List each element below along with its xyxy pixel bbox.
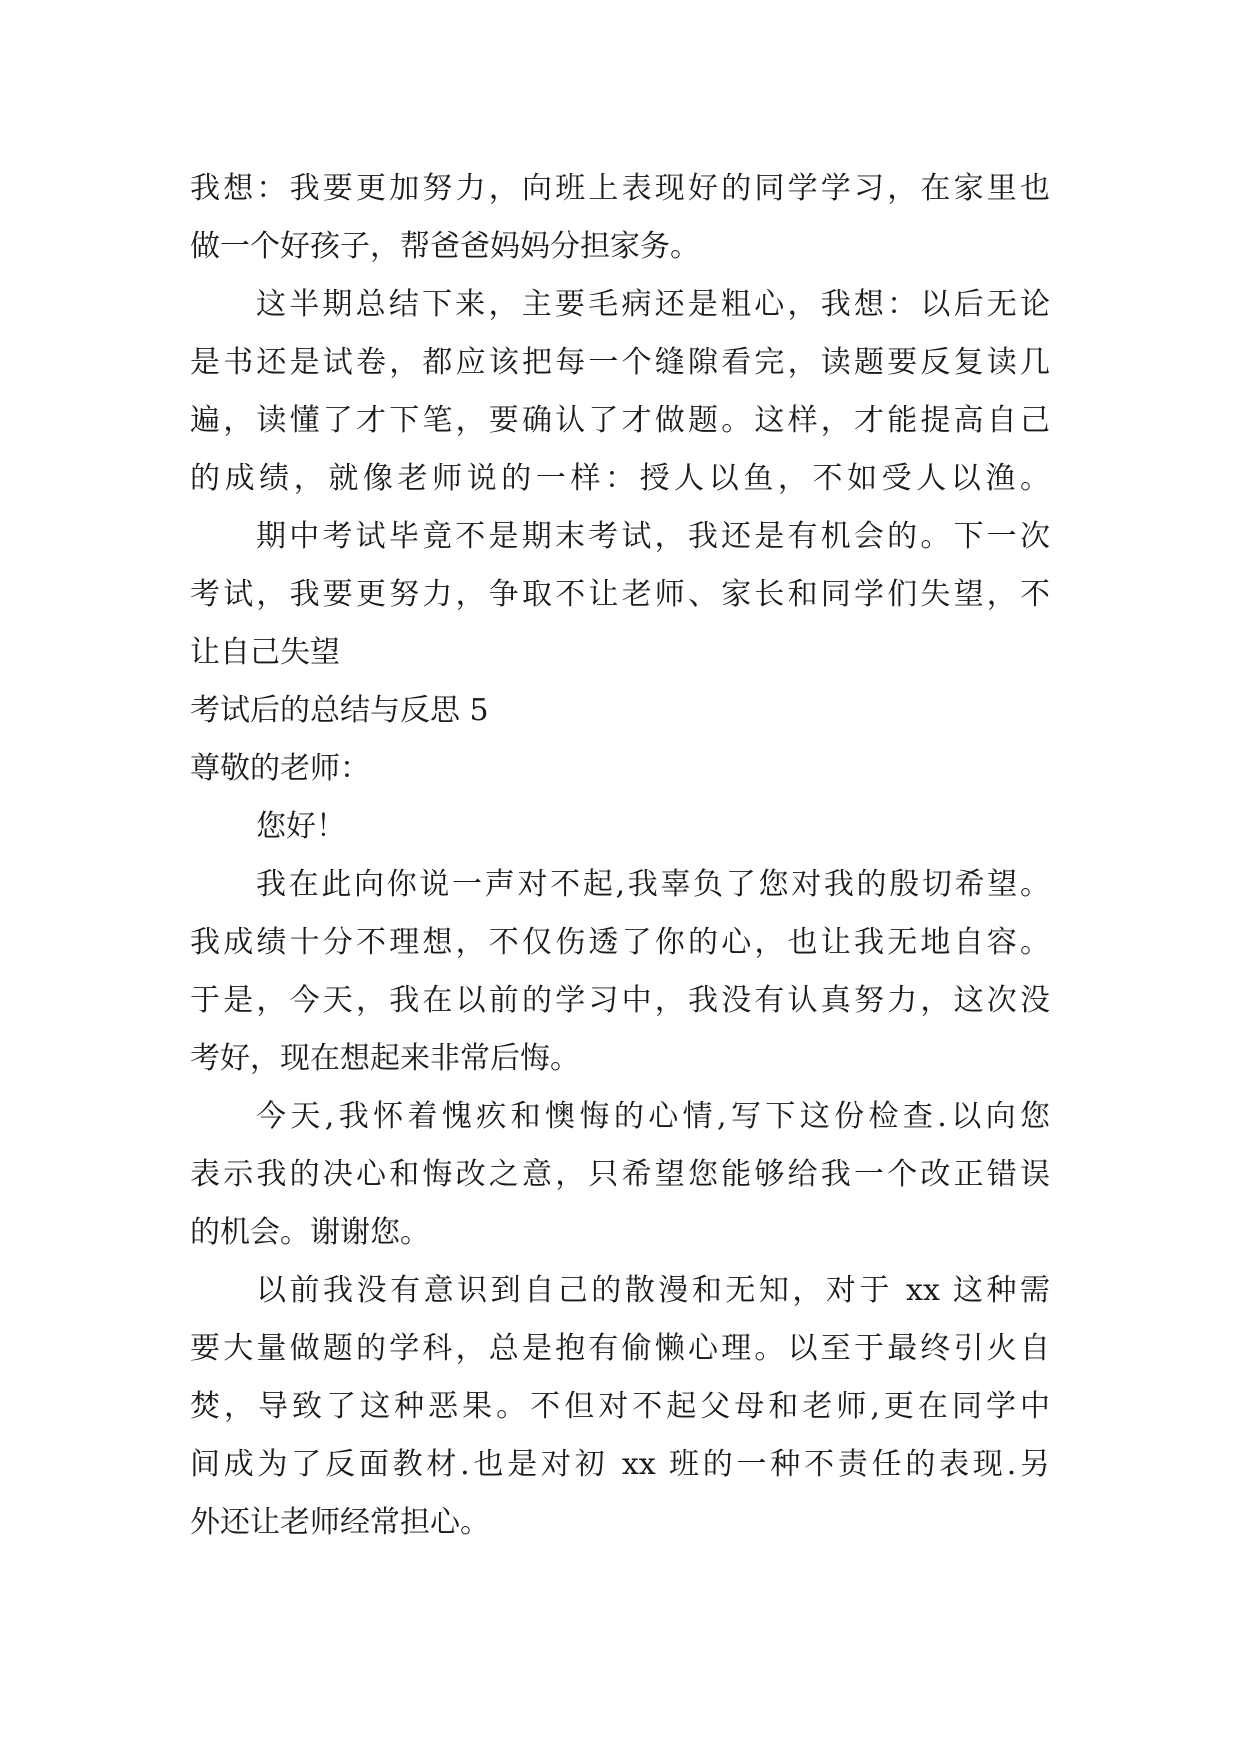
paragraph-line: 要大量做题的学科，总是抱有偷懒心理。以至于最终引火自: [190, 1331, 1050, 1366]
paragraph-line: 焚，导致了这种恶果。不但对不起父母和老师,更在同学中: [190, 1389, 1050, 1424]
paragraph-line: 外还让老师经常担心。: [190, 1505, 490, 1540]
paragraph-line: 表示我的决心和悔改之意，只希望您能够给我一个改正错误: [190, 1157, 1050, 1192]
paragraph-line: 我成绩十分不理想，不仅伤透了你的心，也让我无地自容。: [190, 925, 1050, 960]
paragraph-line: 的机会。谢谢您。: [190, 1215, 430, 1250]
paragraph-line: 遍，读懂了才下笔，要确认了才做题。这样，才能提高自己: [190, 403, 1050, 438]
paragraph-line: 于是，今天，我在以前的学习中，我没有认真努力，这次没: [190, 983, 1050, 1018]
paragraph-line: 间成为了反面教材.也是对初 xx 班的一种不责任的表现.另: [190, 1447, 1050, 1482]
paragraph-line: 今天,我怀着愧疚和懊悔的心情,写下这份检查.以向您: [256, 1099, 1050, 1134]
paragraph-line: 的成绩，就像老师说的一样：授人以鱼，不如受人以渔。: [190, 461, 1050, 496]
paragraph-line: 是书还是试卷，都应该把每一个缝隙看完，读题要反复读几: [190, 345, 1050, 380]
paragraph-line: 考试，我要更努力，争取不让老师、家长和同学们失望，不: [190, 577, 1050, 612]
section-heading: 考试后的总结与反思 5: [190, 693, 489, 728]
paragraph-line: 让自己失望: [190, 635, 340, 670]
paragraph-line: 我想：我要更加努力，向班上表现好的同学学习，在家里也: [190, 171, 1050, 206]
paragraph-line: 期中考试毕竟不是期末考试，我还是有机会的。下一次: [256, 519, 1050, 554]
salutation: 尊敬的老师：: [190, 751, 370, 786]
paragraph-line: 考好，现在想起来非常后悔。: [190, 1041, 580, 1076]
document-body: [190, 160, 1050, 1552]
paragraph-line: 做一个好孩子，帮爸爸妈妈分担家务。: [190, 229, 700, 264]
greeting: 您好！: [256, 809, 346, 844]
paragraph-line: 这半期总结下来，主要毛病还是粗心，我想：以后无论: [256, 287, 1050, 322]
paragraph-line: 以前我没有意识到自己的散漫和无知，对于 xx 这种需: [256, 1273, 1050, 1308]
paragraph-line: 我在此向你说一声对不起,我辜负了您对我的殷切希望。: [256, 867, 1050, 902]
